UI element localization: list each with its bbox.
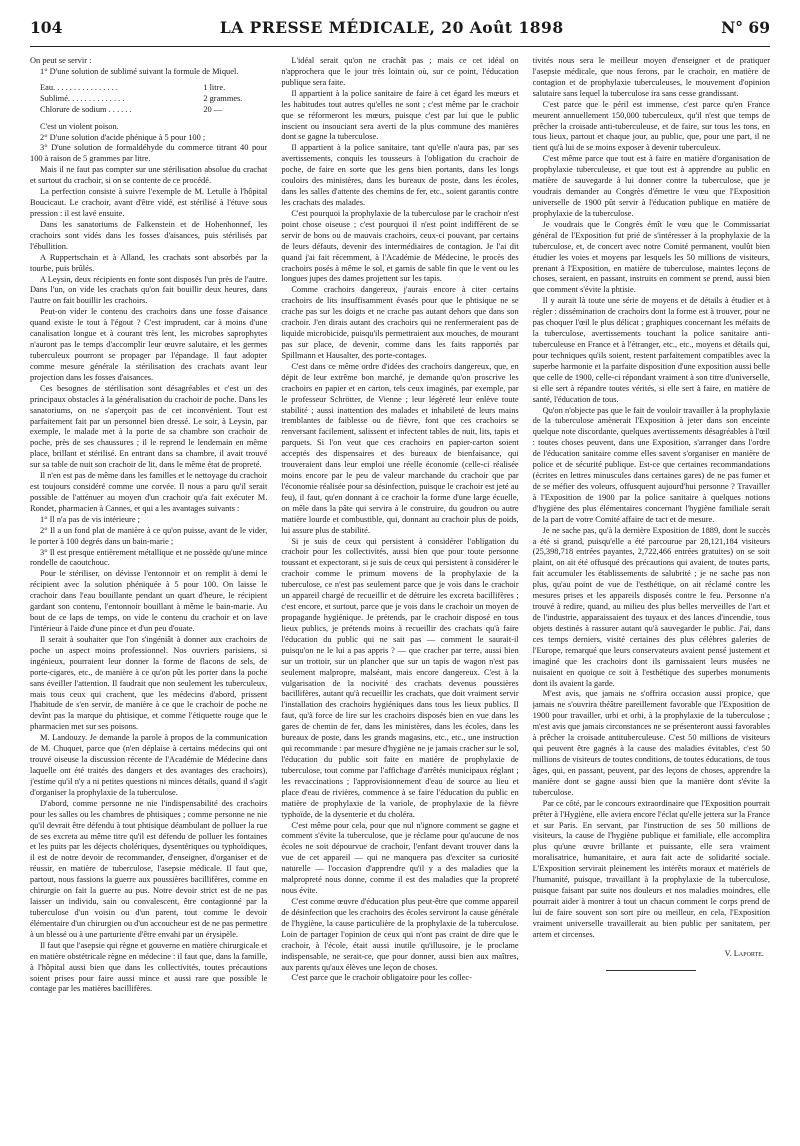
paragraph: M'est avis, que jamais ne s'offrira occasion aussi propice, que jamais ne s'ouvrira théâtre pareillement favorable que l'Exposition de 1900 pour travailler, urbi et orbi, à la prophylaxie de la tuberculose ; m'est avis que jamais circonstances ne se présenteront aussi favorables à prêcher la croisade antituberculeuse. C'est 50 millions de visiteurs qui peuvent être gagnés à la cause des maladies évitables, c'est 50 millions de visiteurs de toutes conditions, de toutes éducations, de tous âges, qui, en passant, peuvent, par des leçons de choses, apprendre la manière dont se gagne aussi bien que la manière dont s'évite la tuberculose.	[532, 689, 770, 797]
formula-ingredient: Sublimé. . . . . . . . . . . . . .	[40, 93, 125, 103]
paragraph: On peut se servir :	[30, 56, 92, 65]
paragraph: D'abord, comme personne ne nie l'indispensabilité des crachoirs pour les salles ou les chambres de phtisiques ; comme personne ne nie qu'il devrait être défendu à tout phtisique déambulant de polluer la rue de ses excreta au même titre qu'il est défendu de polluer les fontaines et les puits par les déjects cholériques, dysentériques ou typhoïdiques, il est de notre devoir de recommander, d'enseigner, d'organiser et de réussir, en matière de tuberculose, l'asepsie médicale. Il faut que, partout, nous fassions la guerre aux poussières bacillifères, comme en chirurgie on fait la guerre au pus. Notre devoir strict est de ne pas laisser un individu, sain ou convalescent, être contagionné par la tuberculose d'un voisin ou d'un parent, tout comme le devoir élémentaire d'un chirurgien ou d'un accoucheur est de ne pas permettre à un blessé ou à une parturiente d'être envahi par un érysipèle.	[30, 798, 268, 939]
paragraph: A Leysin, deux récipients en fonte sont disposés l'un près de l'autre. Dans l'un, on vide les crachats qu'on fait bouillir deux heures, dans l'autre on fait bouillir les crachoirs.	[30, 274, 268, 306]
paragraph: Comme crachoirs dangereux, j'aurais encore à citer certains crachoirs de lits insuffisamment évasés pour que le phtisique ne se crache pas sur les doigts et ne crache pas autant dehors que dans son crachoir. J'en dirais autant des crachoirs qui ne renfermeraient pas de liquide microbicide, puisqu'ils permettraient aux mouches, de mourant pas sur place, de devenir, comme dans les faits rapportés par Spillmann et Hausalter, des porte-contages.	[281, 285, 519, 360]
paragraph: A Ruppertschain et à Alland, les crachats sont absorbés par la tourbe, puis brûlés.	[30, 252, 268, 273]
formula-quantity: 2 grammes.	[203, 93, 243, 103]
formula-quantity: 20 —	[203, 104, 223, 114]
paragraph: C'est même pour cela, pour que nul n'ignore comment se gagne et comment s'évite la tuberculose, que je réclame pour qu'aucune de nos écoles ne soit dépourvue de crachoir, l'enfant devant trouver dans la vue de cet appareil — qui ne manquera pas d'exciter sa curiosité naturelle — l'occasion d'apprendre qu'il y a des maladies que la malpropreté nous donne, comme il est des maladies que la propreté nous évite.	[281, 820, 519, 896]
paragraph: C'est parce que le péril est immense, c'est parce qu'en France meurent annuellement 150,000 tuberculeux, qu'il n'est que temps de prêcher la croisade anti-tuberculeuse, et de faire, sur tous les tons, en tous lieux, partout et chaque jour, au public, que, pour une part, il ne tient qu'à lui de se moins exposer à devenir tuberculeux.	[532, 99, 770, 153]
paragraph: 2° D'une solution d'acide phénique à 5 pour 100 ;	[40, 132, 206, 142]
paragraph: Mais il ne faut pas compter sur une stérilisation absolue du crachat et surtout du crachoir, si on se contente de ce procédé.	[30, 165, 268, 186]
paragraph: Il faut que l'asepsie qui règne et gouverne en matière chirurgicale et en matière obstétricale règne en médecine : il faut que, dans la famille, à l'hôpital aussi bien que dans les collectivités, toutes précautions soient prises pour faire aussi mince et aussi rare que possible le contage par les matières bacillifères.	[30, 940, 268, 994]
paragraph: tivités nous sera le meilleur moyen d'enseigner et de pratiquer l'asepsie médicale, que nous ferons, par le crachoir, en matière de contagion et de prophylaxie tuberculeuses, le mouvement d'opinion salutaire sans lequel la tuberculose ira sans cesse grandissant.	[532, 56, 770, 98]
issue-number: N° 69	[721, 18, 770, 37]
paragraph: Je ne sache pas, qu'à la dernière Exposition de 1889, dont le succès a été si grand, puisqu'elle a été parcourue par 28,121,184 visiteurs (25,398,718 entrées payantes, 2,722,466 entrées gratuites) on se soit plaint, on ait été offusqué des précautions qui avaient, de toutes parts, fait accumuler les établissements de salubrité ; je ne sache pas non plus, qu'au point de vue de l'esthétique, on ait réclamé contre les mesures prises et les appareils disposés contre le feu. Personne n'a trouvé à redire, quand, au milieu des plus belles merveilles de l'art et de l'industrie, apparaissaient des tuyaux et des lances d'incendie, tous objets destinés à rassurer autant qu'à sauvegarder le public. J'ai, dans ces temps derniers, visité certaines des plus célèbres galeries de l'Europe, remarqué que leurs conservateurs avaient pensé justement et imaginé que les crachoirs dont ils garnissaient leurs musées ne nuisaient en quoique ce soit à l'esthétique des superbes monuments dont ils avaient la garde.	[532, 525, 770, 688]
miquel-formula	[40, 83, 267, 116]
formula-row	[40, 105, 267, 116]
paragraph: 2° Il a un fond plat de manière à ce qu'on puisse, avant de le vider, le porter à 100 degrés dans un bain-marie ;	[30, 525, 268, 546]
author-signature	[533, 949, 770, 960]
paragraph: M. Landouzy. Je demande la parole à propos de la communication de M. Chuquet, parce que (n'en déplaise à certains médecins qui ont trouvé oiseuse la discussion récente de l'Académie de Médecine dans laquelle ont été traités des dangers et des avantages des crachoirs), j'estime qu'il n'y a ni petites questions ni minces détails, quand il s'agit d'organiser la prophylaxie de la tuberculose.	[30, 733, 268, 797]
paragraph: Il appartient à la police sanitaire de faire à cet égard les mœurs et les habitudes tout autres qu'elles ne sont ; c'est même par le crachoir que se réformeront les mœurs, puisque c'est par lui que le public inscient ou insouciant sera averti de la plus commune des manières dont se gagne la tuberculose.	[281, 88, 519, 142]
end-rule	[606, 970, 696, 971]
paragraph: C'est comme œuvre d'éducation plus peut-être que comme appareil de désinfection que les crachoirs des écoles serviront la cause générale de l'hygiène, la cause particulière de la prophylaxie de la tuberculose. Loin de partager l'opinion de ceux qui n'ont pas craint de dire que le crachoir, à l'école, était aussi inutile qu'illusoire, je le proclame indispensable, ne serait-ce, que pour donner, aussi bien aux maîtres, aux parents qu'aux élèves une leçon de choses.	[281, 896, 519, 972]
formula-row	[40, 94, 267, 105]
paragraph: Qu'on n'objecte pas que le fait de vouloir travailler à la prophylaxie de la tuberculose amènerait l'Exposition à jeter dans son enceinte quelque note discordante, quelques avertissements désagréables à l'œil : toutes choses peuvent, dans une Exposition, s'arranger dans l'ordre de l'éducation sanitaire comme elles savent s'organiser en manière de police et de sécurité publique. Est-ce que certaines recommandations (écrites en lettres minuscules dans certaines gares) de ne pas fumer et de se méfier des voleurs, offusquent aujourd'hui personne ? Travailler à l'Exposition de 1900 par la police sanitaire à quelques notions d'hygiène des plus élémentaires concernant l'hygiène familiale serait de la part de votre Comité affaire de tact et de mesure.	[532, 405, 770, 524]
paragraph: Je voudrais que le Congrès émît le vœu que le Commissariat général de l'Exposition fut prié de s'intéresser à la prophylaxie de la tuberculose, et, de concert avec notre Comité permanent, voulût bien étudier les voies et moyens par lesquels les 50 millions de visiteurs, prenant à l'Exposition, en matière de tuberculose, maintes leçons de choses, seraient, en passant, instruits en comment se prend, aussi bien que comment s'évite la phtisie.	[532, 219, 770, 295]
paragraph: Il appartient à la police sanitaire, tant qu'elle n'aura pas, par ses avertissements, conquis les tousseurs à l'obligation du crachoir de poche, de faire en sorte que les gens bien portants, dans les longs couloirs des ministères, dans les bureaux de poste, dans les écoles, dans les salles d'attente des chemins de fer, etc., soient garantis contre les crachats des malades.	[281, 143, 519, 207]
column-right	[533, 56, 770, 1136]
formula-ingredient: Eau. . . . . . . . . . . . . . . .	[40, 82, 118, 92]
paragraph: C'est dans ce même ordre d'idées des crachoirs dangereux, que, en dépit de leur extrême bon marché, je demande qu'on proscrive les crachoirs en papier et en carton, tels ceux imaginés, par exemple, par le professeur Schrötter, de Vienne ; leur légèreté leur enlève toute stabilité ; aussi inattention des malades et inhabileté de leurs mains tremblantes de faiblesse ou de fièvre, font que ces crachoirs se renversant facilement, salissent et infectent tables de nuit, lits, tapis et parquets. Si l'on veut que ces crachoirs en papier-carton soient acceptés des dispensaires et des bureaux de bienfaisance, qui trouveraient dans leur emploi une réelle économie (celle-ci réalisée moins encore par le peu de valeur marchande du crachoir que par l'économie réalisée pour sa désinfection, puisque le crachoir est jeté au feu), il faut, qu'en donnant à ce crachoir la forme d'une large écuelle, on mêle dans la pâte qui servira à le construire, du goudron ou autre matière lourde et combustible, qui, donnant au crachoir plus de poids, lui assure plus de stabilité.	[281, 361, 519, 535]
paragraph: 1° Il n'a pas de vis intérieure ;	[40, 514, 140, 524]
paragraph: La perfection consiste à suivre l'exemple de M. Letulle à l'hôpital Boucicaut. Le crachoir, avant d'être vidé, est stérilisé à l'étuve sous pression : il est lavé ensuite.	[30, 187, 268, 218]
formula-row	[40, 83, 267, 94]
page-header	[30, 18, 770, 40]
paragraph: C'est un violent poison.	[40, 121, 119, 131]
paragraph: 3° D'une solution de formaldéhyde du commerce titrant 40 pour 100 à raison de 5 grammes par litre.	[30, 143, 268, 164]
paragraph: Peut-on vider le contenu des crachoirs dans une fosse d'aisance quand existe le tout à l'égout ? C'est imprudent, car à moins d'une canalisation longue et à courant très lent, les microbes saprophytes n'auront pas le temps d'accomplir leur œuvre salutaire, et les germes tuberculeux pourront se propager par l'épandage. Il faut adopter comme mesure générale la stérilisation des crachats avant leur projection dans les fosses d'aisances.	[30, 307, 268, 382]
article-columns	[30, 56, 770, 1136]
formula-ingredient: Chlorure de sodium . . . . . .	[40, 104, 132, 114]
paragraph: Dans les sanatoriums de Falkenstein et de Hohenhonnef, les crachoirs sont vidés dans les fosses d'aisances, puis stérilisés par l'ébullition.	[30, 219, 268, 251]
paragraph: Il y aurait là toute une série de moyens et de détails à étudier et à régler : dissémination de crachoirs dont la forme est à trouver, pour ne pas choquer l'œil le plus délicat ; graphiques concernant les méfaits de la tuberculose, avertissements touchant la police sanitaire anti-tuberculeuse en France et à l'étranger, etc., etc., moyens et détails qui, pour techniques qu'ils soient, restent parfaitement compatibles avec la superbe harmonie et la parfaite disposition d'une exposition aussi belle que celle de 1900, celle-ci répondant vraiment à son titre d'universelle, si elle sert à répandre toutes vérités, si elle sert à faire, en matière de santé, l'éducation de tous.	[532, 296, 770, 404]
paragraph: C'est même parce que tout est à faire en matière d'organisation de prophylaxie tuberculeuse, et que tout est à apprendre au public en matière de sauvegarde à lui donner contre la tuberculose, que je voudrais demander au Congrès d'émettre le vœu que l'Exposition universelle de 1900 pût servir à l'éducation publique en matière de prophylaxie de la tuberculose.	[532, 154, 770, 218]
paragraph: Ces besognes de stérilisation sont désagréables et c'est un des principaux obstacles à la généralisation du crachoir de poche. Dans les sanatoriums, on ne s'aperçoit pas de cet inconvénient. Tout est parfaitement fait par un personnel bien dressé. Le soir, à Leysin, par exemple, le malade met à la porte de sa chambre son crachoir de poche, près de ses chaussures ; il le reprend le lendemain en même place, brillant et stérilisé. En entrant dans sa chambre, il avait trouvé sur sa table de nuit son crachoir de lit, dans le même état de propreté.	[30, 383, 268, 470]
column-middle	[281, 56, 518, 1136]
paragraph: C'est pourquoi la prophylaxie de la tuberculose par le crachoir n'est point chose oiseuse ; c'est pourquoi il n'est point indifférent de se servir de bons ou de mauvais crachoirs, ceux-ci pouvant, par certains de leurs défauts, devenir des intermédiaires de contagion. Je l'ai dit quand j'ai fait récemment, à l'Académie de Médecine, le procès des crachoirs posés à même le sol, et garnis de sable fin que le vent ou les longues jupes des dames projettent sur les tapis.	[281, 208, 519, 284]
paragraph: Pour le stériliser, on dévisse l'entonnoir et on remplit à demi le récipient avec la solution phéniquée à 5 pour 100. On laisse le crachoir dans l'eau bouillante pendant un quart d'heure, le récipient gardant son contenu, l'entonnoir bouillant à même le bain-marie. Au bout de ce laps de temps, on vide le contenu du crachoir et on lave l'intérieur à l'aide d'une pince et d'un peu d'ouate.	[30, 569, 268, 634]
paragraph: 1° D'une solution de sublimé suivant la formule de Miquel.	[40, 66, 239, 76]
paragraph: C'est parce que le crachoir obligatoire pour les collec-	[291, 973, 472, 983]
author-name: V. Laporte.	[724, 948, 764, 958]
paragraph: Il serait à souhaiter que l'on s'ingéniât à donner aux crachoirs de poche un aspect moins professionnel. Nos ouvriers parisiens, si ingénieux, pourraient leur donner la forme de flacons de sels, de porte-cigares, etc., de manière à ce qu'on pût les porter dans la poche sans éveiller l'attention. Il faudrait que non seulement les tuberculeux, mais tous ceux qui crachent, que les médecins d'abord, prissent l'habitude de s'en servir, de manière à ce que le crachoir de poche ne devînt pas la marque du phtisique, et comme l'étiquette rouge que le pharmacien met sur ses poisons.	[30, 634, 268, 732]
paragraph: Par ce côté, par le concours extraordinaire que l'Exposition pourrait prêter à l'Hygiène, elle aviera encore l'éclat qu'elle jettera sur la France et sur Paris. En servant, par l'instruction de ses 50 millions de visiteurs, la cause de l'hygiène publique et familiale, elle accomplira plus qu'une œuvre brillante et puissante, elle sera vraiment moralisatrice, humanitaire, et aura fait acte de solidarité sociale. L'Exposition servirait pleinement les intérêts moraux et matériels de l'humanité, puisque, travaillant à la prophylaxie de la tuberculose, puisque faisant par suite nos douleurs et nos maladies moindres, elle pourrait aider à montrer à tout un chacun comment le corps prend de lui de faire souvent son sort pire ou meilleur, en cela, l'Exposition vraiment universelle travaillerait au bien public per sanitatem, per artem et circenses.	[532, 798, 770, 939]
column-left	[30, 56, 267, 1136]
paragraph: 3° Il est presque entièrement métallique et ne possède qu'une mince rondelle de caoutchouc.	[30, 547, 268, 568]
journal-title: LA PRESSE MÉDICALE, 20 Août 1898	[219, 18, 564, 37]
header-rule	[30, 46, 770, 47]
paragraph: Si je suis de ceux qui persistent à considérer l'obligation du crachoir pour les collectivités, aussi bien que pour toute personne toussant et expectorant, si je suis de ceux qui persistent à considérer le crachoir comme le primum movens de la prophylaxie de la tuberculose, ce n'est pas seulement parce que je vois dans le crachoir un appareil chargé de recueillir et de détruire les excreta bacillifères ; c'est encore, et surtout, parce que je vois dans le crachoir un moyen de propagande hygiénique. Je prétends, par le crachoir disposé en tous lieux publics, je prétends moins à recueillir des crachats qu'à faire l'éducation du public qui ne sait pas — comment le saurait-il puisqu'on ne le lui a pas appris ? — que cracher par terre, aussi bien sur un trottoir, sur un plancher que sur un tapis de wagon n'est pas seulement malpropre, malséant, mais encore dangereux. C'est à la vulgarisation de la nocivité des crachats devenus poussières bacillifères, autant qu'à recueillir les crachats, que doit vraiment servir l'installation des crachoirs hygiéniques dans tous les lieux publics. Il faut, qu'à force de lire sur les crachoirs disposés bien en vue dans les gares de chemin de fer, dans les ministères, dans les écoles, dans les bureaux de poste, dans les grands magasins, etc., etc., une instruction qui recommande : par mesure d'hygiène ne je jamais cracher sur le sol, l'éducation du public soit faite en matière de prophylaxie de tuberculose, tout comme par l'affichage d'arrêtés municipaux réglant ; les revaccinations ; l'approvisionnement d'eau de source au lieu et place d'eau de rivières, commence à se faire l'éducation du public en matière de prophylaxie de la variole, de prophylaxie de la fièvre typhoïde, de la dysenterie et du choléra.	[281, 536, 519, 819]
formula-quantity: 1 litre.	[203, 82, 226, 92]
paragraph: Il n'en est pas de même dans les familles et le nettoyage du crachoir est toujours considéré comme une corvée. Il nous a paru qu'il serait possible de l'atténuer au moyen d'un crachoir qu'a fait exécuter M. Rondet, pharmacien à Cannes, et qui a les avantages suivants :	[30, 471, 268, 513]
paragraph: L'idéal serait qu'on ne crachât pas ; mais ce cet idéal on n'approchera que le jour très lointain où, sur ce point, l'éducation publique sera faite.	[281, 56, 519, 87]
page-number: 104	[30, 18, 63, 37]
